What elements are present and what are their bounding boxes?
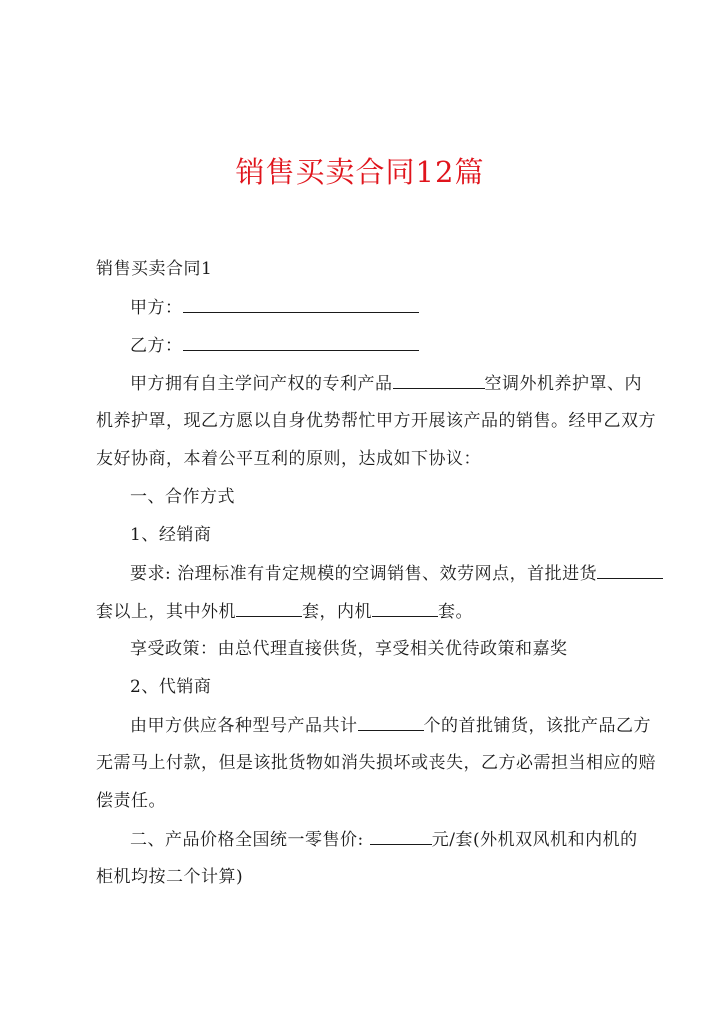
- policy-line: 享受政策：由总代理直接供货，享受相关优待政策和嘉奖: [130, 639, 568, 659]
- price-label: 二、产品价格全国统一零售价:: [130, 830, 364, 850]
- section-1-1-heading: 1、经销商: [130, 525, 212, 545]
- section-2-line1: [130, 828, 636, 851]
- party-b-blank: [183, 334, 419, 351]
- stock-count-blank: [358, 714, 424, 731]
- party-b-line: [130, 334, 636, 357]
- para1-text-b: 空调外机养护罩、内: [484, 374, 642, 394]
- agent-text-b: 个的首批铺货，该批产品乙方: [423, 716, 651, 736]
- para1-text-a: 甲方拥有自主学问产权的专利产品: [130, 374, 393, 394]
- para1-line1: [130, 372, 642, 395]
- product-blank: [393, 372, 485, 389]
- price-blank: [370, 828, 432, 845]
- requirement-text: 要求: 治理标准有肯定规模的空调销售、效劳网点，首批进货: [130, 564, 598, 584]
- agent-text-a: 由甲方供应各种型号产品共计: [130, 716, 358, 736]
- agent-line2: 无需马上付款，但是该批货物如消失损坏或丧失，乙方必需担当相应的赔: [96, 753, 656, 773]
- requirement-line1: [130, 562, 636, 585]
- section-1-2-heading: 2、代销商: [130, 677, 212, 697]
- agent-line1: [130, 714, 651, 737]
- requirement-line2: [96, 600, 636, 623]
- section-1-heading: 一、合作方式: [130, 487, 235, 507]
- requirement-inner-label: 套，内机: [302, 602, 372, 622]
- section-2-line2: 柜机均按二个计算): [96, 867, 244, 887]
- party-b-label: 乙方：: [130, 336, 183, 356]
- contract-subtitle: 销售买卖合同1: [96, 259, 213, 279]
- requirement-outer-label: 套以上，其中外机: [96, 602, 236, 622]
- party-a-line: [130, 296, 636, 319]
- outer-unit-blank: [236, 600, 302, 617]
- inner-unit-blank: [372, 600, 438, 617]
- party-a-label: 甲方：: [130, 298, 183, 318]
- para1-line2: 机养护罩，现乙方愿以自身优势帮忙甲方开展该产品的销售。经甲乙双方: [96, 411, 656, 431]
- document-title: 销售买卖合同12篇: [235, 155, 485, 189]
- requirement-end: 套。: [438, 602, 473, 622]
- party-a-blank: [183, 296, 419, 313]
- first-order-blank: [597, 562, 663, 579]
- price-unit-text: 元/套(外机双风机和内机的: [431, 830, 638, 850]
- agent-line3: 偿责任。: [96, 791, 166, 811]
- para1-line3: 友好协商，本着公平互利的原则，达成如下协议：: [96, 449, 481, 469]
